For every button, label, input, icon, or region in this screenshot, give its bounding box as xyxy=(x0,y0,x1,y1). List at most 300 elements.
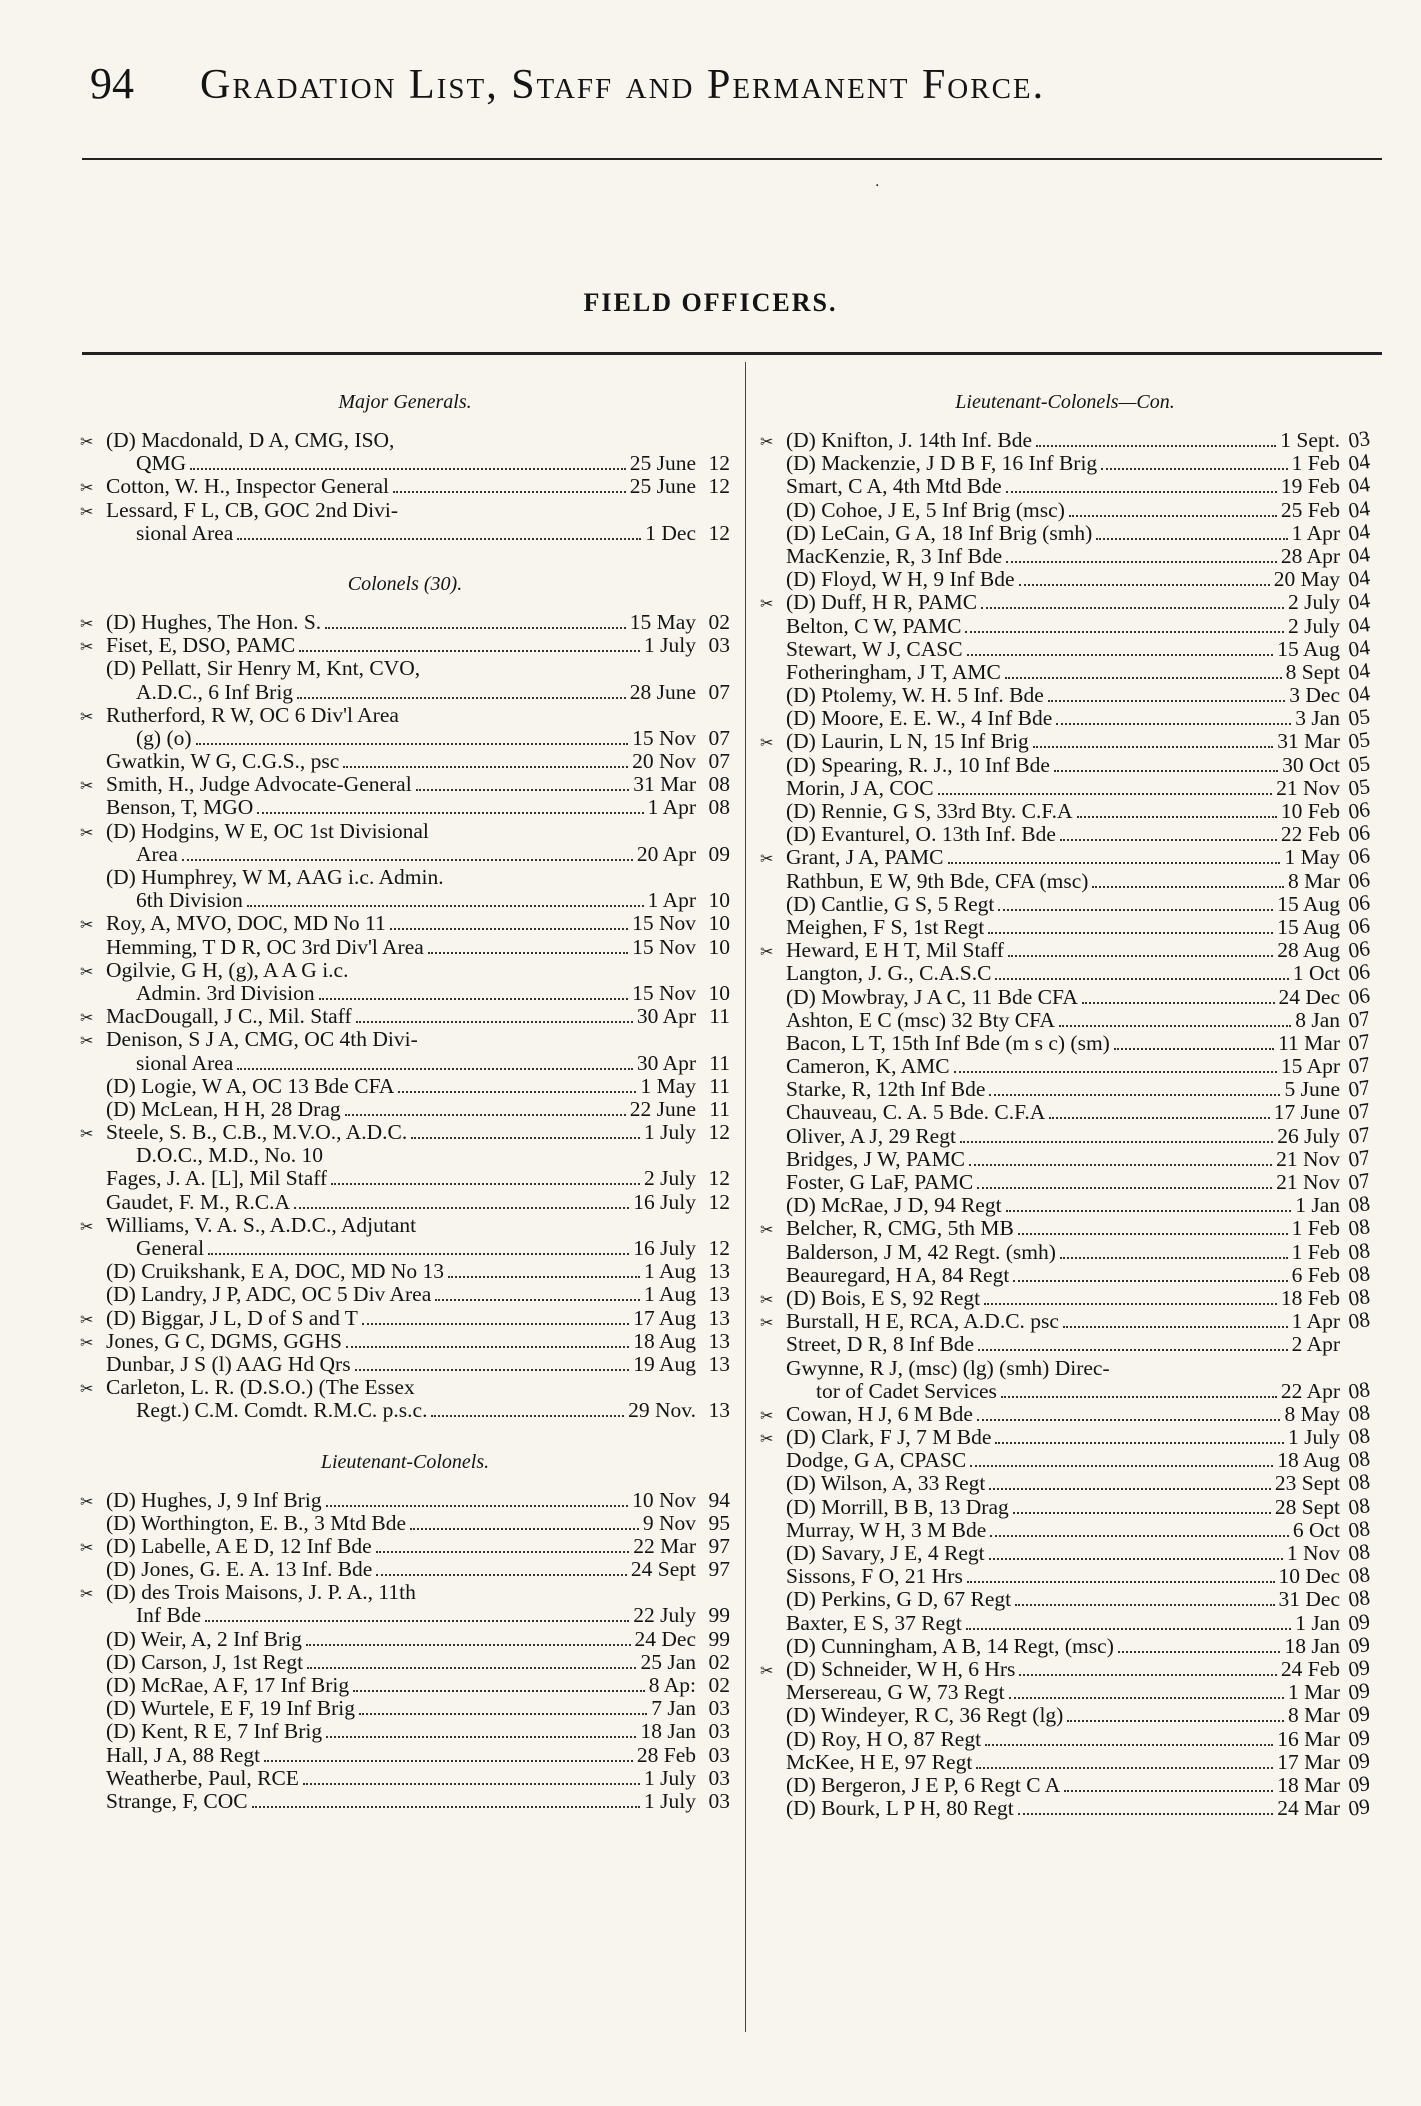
seniority-date: 28 Sept xyxy=(1274,1494,1340,1519)
seniority-date: 30 Apr xyxy=(636,1004,696,1029)
sword-mark-icon: ✂ xyxy=(760,1222,774,1240)
seniority-year: 07 xyxy=(708,725,730,750)
officer-entry xyxy=(80,866,730,889)
seniority-date: 10 Dec xyxy=(1278,1564,1340,1589)
officer-name: Mersereau, G W, 73 Regt xyxy=(786,1681,1005,1705)
officer-entry xyxy=(80,796,730,819)
seniority-year: 94 xyxy=(708,1487,730,1512)
seniority-year: 97 xyxy=(708,1557,730,1582)
dot-leader xyxy=(299,650,640,652)
dot-leader xyxy=(1082,1002,1275,1004)
officer-entry xyxy=(80,1767,730,1790)
officer-entry xyxy=(760,1539,1372,1566)
dot-leader xyxy=(346,1346,629,1348)
dot-leader xyxy=(1054,770,1278,772)
group-heading: Lieutenant-Colonels. xyxy=(320,1450,490,1473)
seniority-year: 05 xyxy=(1346,750,1372,778)
officer-name: Admin. 3rd Division xyxy=(136,981,315,1005)
officer-entry xyxy=(760,1260,1372,1288)
seniority-year: 07 xyxy=(1346,1075,1372,1103)
sword-mark-icon: ✂ xyxy=(760,944,774,962)
officer-name: Gwynne, R J, (msc) (lg) (smh) Direc- xyxy=(786,1356,1110,1380)
seniority-date: 28 Aug xyxy=(1277,938,1340,963)
dot-leader xyxy=(960,1141,1273,1143)
seniority-year: 12 xyxy=(708,451,730,476)
officer-name: (D) Biggar, J L, D of S and T xyxy=(106,1306,358,1330)
seniority-year: 08 xyxy=(1346,1562,1372,1589)
officer-entry xyxy=(760,1770,1372,1798)
seniority-date: 18 Jan xyxy=(640,1719,696,1744)
seniority-year: 08 xyxy=(1346,1423,1372,1450)
dot-leader xyxy=(965,631,1284,633)
seniority-date: 28 June xyxy=(629,679,696,704)
officer-name: tor of Cadet Services xyxy=(816,1379,997,1403)
dot-leader xyxy=(977,1419,1281,1421)
officer-entry xyxy=(760,681,1372,708)
dot-leader xyxy=(995,978,1288,980)
officer-name: (D) Evanturel, O. 13th Inf. Bde xyxy=(786,823,1056,847)
seniority-year: 09 xyxy=(1346,1654,1372,1682)
seniority-year: 04 xyxy=(1346,657,1372,685)
officer-name: Fiset, E, DSO, PAMC xyxy=(106,634,296,658)
officer-name: McKee, H E, 97 Regt xyxy=(786,1750,973,1774)
seniority-year: 13 xyxy=(708,1351,730,1376)
officer-name: Hall, J A, 88 Regt xyxy=(106,1743,261,1767)
officer-entry xyxy=(80,1651,730,1674)
officer-name: Area xyxy=(136,842,178,866)
officer-entry xyxy=(760,565,1372,592)
officer-name: (D) Labelle, A E D, 12 Inf Bde xyxy=(106,1534,372,1558)
officer-name: Chauveau, C. A. 5 Bde. C.F.A xyxy=(786,1101,1046,1125)
seniority-year: 06 xyxy=(1346,959,1372,987)
seniority-date: 1 Jan xyxy=(1295,1610,1340,1635)
officer-entry xyxy=(760,773,1372,801)
seniority-year: 02 xyxy=(708,1673,730,1697)
seniority-year: 12 xyxy=(708,1236,730,1260)
dot-leader xyxy=(966,1628,1291,1630)
sword-mark-icon: ✂ xyxy=(760,1662,774,1680)
dot-leader xyxy=(1013,1512,1271,1514)
seniority-date: 30 Apr xyxy=(636,1050,696,1075)
seniority-year: 04 xyxy=(1346,565,1372,592)
dot-leader xyxy=(1096,538,1287,540)
sword-mark-icon: ✂ xyxy=(760,735,774,753)
dot-leader xyxy=(1114,1048,1274,1050)
officer-entry xyxy=(760,1168,1372,1195)
dot-leader xyxy=(954,1071,1277,1073)
officer-entry xyxy=(80,499,730,522)
officer-entry xyxy=(80,1283,730,1306)
dot-leader xyxy=(938,793,1273,795)
officer-name: Murray, W H, 3 M Bde xyxy=(786,1518,987,1542)
officer-entry xyxy=(760,518,1372,546)
officer-name: (D) Floyd, W H, 9 Inf Bde xyxy=(786,568,1015,592)
dot-leader xyxy=(237,538,641,540)
officer-entry xyxy=(80,1330,730,1353)
seniority-year: 07 xyxy=(1346,1168,1372,1195)
officer-entry xyxy=(760,1492,1372,1520)
seniority-date: 6 Oct xyxy=(1292,1517,1340,1542)
sword-mark-icon: ✂ xyxy=(80,615,94,633)
officer-name: Baxter, E S, 37 Regt xyxy=(786,1611,962,1635)
sword-mark-icon: ✂ xyxy=(760,851,774,869)
officer-name: (D) Hughes, J, 9 Inf Brig xyxy=(106,1488,322,1512)
seniority-date: 1 Jan xyxy=(1295,1193,1340,1218)
seniority-year: 10 xyxy=(708,911,730,936)
seniority-date: 25 June xyxy=(629,474,696,499)
officer-name: Smith, H., Judge Advocate-General xyxy=(106,773,412,797)
officer-entry xyxy=(80,1214,730,1237)
officer-entry xyxy=(80,1191,730,1214)
seniority-date: 25 Feb xyxy=(1280,497,1340,522)
dot-leader xyxy=(989,1488,1270,1490)
seniority-date: 8 Jan xyxy=(1295,1007,1340,1032)
officer-name: 6th Division xyxy=(136,889,243,913)
sword-mark-icon: ✂ xyxy=(80,1539,94,1557)
officer-name: (D) des Trois Maisons, J. P. A., 11th xyxy=(106,1581,416,1605)
seniority-year: 03 xyxy=(708,633,730,658)
seniority-year: 10 xyxy=(708,980,730,1005)
dot-leader xyxy=(297,697,626,699)
officer-name: Fotheringham, J T, AMC xyxy=(786,660,1001,684)
seniority-date: 19 Aug xyxy=(633,1351,696,1376)
dot-leader xyxy=(1006,1210,1292,1212)
seniority-date: 18 Aug xyxy=(633,1328,696,1353)
seniority-date: 3 Jan xyxy=(1295,706,1340,731)
officer-entry xyxy=(760,611,1372,639)
officer-entry xyxy=(760,1191,1372,1218)
seniority-year: 08 xyxy=(1346,1283,1372,1311)
officer-entry xyxy=(80,1674,730,1697)
officer-entry xyxy=(80,889,730,912)
dot-leader xyxy=(319,998,629,1000)
officer-name: (D) Worthington, E. B., 3 Mtd Bde xyxy=(106,1511,407,1535)
officer-entry xyxy=(760,1144,1372,1172)
sword-mark-icon: ✂ xyxy=(760,1315,774,1333)
officer-name: Dodge, G A, CPASC xyxy=(786,1449,967,1473)
officer-entry xyxy=(80,1744,730,1767)
seniority-year: 12 xyxy=(708,520,730,545)
group-heading: Colonels (30). xyxy=(347,572,463,595)
seniority-year: 13 xyxy=(708,1305,730,1330)
seniority-year: 08 xyxy=(1346,1515,1372,1543)
officer-name: Meighen, F S, 1st Regt xyxy=(786,915,985,939)
dot-leader xyxy=(1008,955,1273,957)
seniority-year: 11 xyxy=(709,1050,730,1075)
sword-mark-icon: ✂ xyxy=(80,1334,94,1352)
seniority-date: 1 July xyxy=(644,1788,696,1813)
officer-name: Hemming, T D R, OC 3rd Div'l Area xyxy=(106,935,424,959)
heading-spacer xyxy=(80,1479,730,1489)
seniority-year: 03 xyxy=(708,1788,730,1813)
dot-leader xyxy=(331,1183,640,1185)
seniority-year: 04 xyxy=(1346,472,1372,500)
seniority-year: 06 xyxy=(1346,936,1372,963)
officer-entry xyxy=(760,1423,1372,1450)
seniority-date: 1 Nov xyxy=(1286,1541,1340,1565)
dot-leader xyxy=(1060,1257,1288,1259)
dot-leader xyxy=(1006,561,1277,563)
officer-entry xyxy=(760,1562,1372,1589)
seniority-date: 29 Nov. xyxy=(628,1398,696,1423)
seniority-date: 1 Apr xyxy=(1291,1309,1340,1334)
seniority-year: 04 xyxy=(1346,449,1372,476)
dot-leader xyxy=(355,1369,630,1371)
officer-entry xyxy=(80,611,730,634)
seniority-year: 09 xyxy=(708,841,730,866)
dot-leader xyxy=(977,1187,1272,1189)
officer-name: (D) Mowbray, J A C, 11 Bde CFA xyxy=(786,985,1078,1009)
officer-entry xyxy=(80,681,730,704)
sword-mark-icon: ✂ xyxy=(80,1010,94,1028)
seniority-year: 04 xyxy=(1346,541,1372,569)
seniority-year: 10 xyxy=(708,934,730,959)
officer-name: Cameron, K, AMC xyxy=(786,1055,950,1079)
dot-leader xyxy=(294,1207,629,1209)
officer-name: Lessard, F L, CB, GOC 2nd Divi- xyxy=(106,498,399,522)
seniority-date: 15 Aug xyxy=(1277,891,1340,916)
officer-entry xyxy=(760,449,1372,476)
seniority-year: 13 xyxy=(708,1282,730,1307)
seniority-year xyxy=(1340,1349,1370,1353)
officer-name: Street, D R, 8 Inf Bde xyxy=(786,1333,975,1357)
sword-mark-icon: ✂ xyxy=(80,963,94,981)
dot-leader xyxy=(1018,1813,1274,1815)
officer-name: Heward, E H T, Mil Staff xyxy=(786,939,1004,963)
officer-name: (D) Morrill, B B, 13 Drag xyxy=(786,1495,1009,1519)
dot-leader xyxy=(307,1667,636,1669)
dot-leader xyxy=(237,1068,633,1070)
dot-leader xyxy=(1019,1674,1276,1676)
seniority-year: 08 xyxy=(708,795,730,820)
seniority-date: 10 Nov xyxy=(632,1487,696,1512)
dot-leader xyxy=(264,1760,633,1762)
officer-name: Strange, F, COC xyxy=(106,1789,248,1813)
officer-name: (D) Wilson, A, 33 Regt xyxy=(786,1472,986,1496)
dot-leader xyxy=(995,1442,1284,1444)
dot-leader xyxy=(356,1021,633,1023)
seniority-year: 12 xyxy=(708,474,730,499)
officer-entry xyxy=(760,797,1372,824)
dot-leader xyxy=(1013,1280,1287,1282)
dot-leader xyxy=(196,743,629,745)
seniority-year: 05 xyxy=(1346,727,1372,755)
officer-entry xyxy=(80,1558,730,1581)
officer-entry xyxy=(80,1028,730,1051)
officer-entry xyxy=(760,1678,1372,1705)
seniority-date: 18 Jan xyxy=(1284,1633,1340,1658)
officer-name: MacKenzie, R, 3 Inf Bde xyxy=(786,544,1003,568)
officer-entry xyxy=(80,429,730,452)
officer-entry xyxy=(760,1701,1372,1729)
seniority-date: 1 July xyxy=(1288,1425,1340,1450)
officer-name: (D) Schneider, W H, 6 Hrs xyxy=(786,1657,1016,1681)
officer-name: Ashton, E C (msc) 32 Bty CFA xyxy=(786,1008,1055,1032)
seniority-year: 12 xyxy=(708,1189,730,1214)
officer-name: Langton, J. G., C.A.S.C xyxy=(786,962,992,986)
dot-leader xyxy=(435,1299,640,1301)
officer-entry xyxy=(760,1446,1372,1474)
officer-entry xyxy=(80,1376,730,1399)
seniority-date: 25 June xyxy=(629,451,696,476)
officer-name: Beauregard, H A, 84 Regt xyxy=(786,1263,1010,1287)
seniority-date: 18 Mar xyxy=(1277,1772,1340,1797)
dot-leader xyxy=(428,952,628,954)
seniority-year: 07 xyxy=(708,749,730,774)
dot-leader xyxy=(1118,1651,1281,1653)
seniority-year: 13 xyxy=(708,1328,730,1353)
officer-entry xyxy=(760,704,1372,732)
officer-name: (D) Cantlie, G S, 5 Regt xyxy=(786,892,995,916)
seniority-date: 22 Feb xyxy=(1280,822,1340,847)
officer-entry xyxy=(760,541,1372,569)
officer-name: Oliver, A J, 29 Regt xyxy=(786,1124,956,1148)
sword-mark-icon: ✂ xyxy=(80,434,94,451)
dot-leader xyxy=(1009,1697,1285,1699)
seniority-date: 31 Dec xyxy=(1278,1587,1340,1612)
officer-name: (D) Knifton, J. 14th Inf. Bde xyxy=(786,429,1033,452)
officer-name: (D) Bourk, L P H, 80 Regt xyxy=(786,1797,1014,1821)
officer-name: (D) Landry, J P, ADC, OC 5 Div Area xyxy=(106,1283,432,1307)
seniority-date: 30 Oct xyxy=(1282,752,1340,777)
seniority-date: 2 July xyxy=(1288,590,1340,615)
seniority-year: 08 xyxy=(1346,1469,1372,1497)
running-title: Gradation List, Staff and Permanent Force. xyxy=(200,62,1046,108)
dot-leader xyxy=(325,627,626,629)
seniority-date: 1 Aug xyxy=(644,1259,696,1284)
sword-mark-icon: ✂ xyxy=(760,1291,774,1309)
officer-entry xyxy=(760,1283,1372,1311)
seniority-year: 07 xyxy=(1346,1052,1372,1079)
sword-mark-icon: ✂ xyxy=(80,824,94,842)
seniority-year: 12 xyxy=(708,1166,730,1191)
dot-leader xyxy=(1036,445,1276,447)
officer-entry xyxy=(760,936,1372,963)
officer-entry xyxy=(80,1604,730,1627)
officer-entry xyxy=(760,750,1372,778)
seniority-date: 15 Nov xyxy=(632,934,696,959)
officer-entry xyxy=(80,1005,730,1028)
sword-mark-icon: ✂ xyxy=(80,917,94,935)
officer-name: Bacon, L T, 15th Inf Bde (m s c) (sm) xyxy=(786,1031,1110,1055)
seniority-date: 18 Aug xyxy=(1277,1448,1340,1473)
dot-leader xyxy=(976,1767,1273,1769)
officer-name: A.D.C., 6 Inf Brig xyxy=(136,680,294,704)
seniority-date: 1 Feb xyxy=(1291,451,1340,476)
officer-name: (D) Savary, J E, 4 Regt xyxy=(786,1542,985,1565)
dot-leader xyxy=(410,1528,639,1530)
seniority-year: 04 xyxy=(1346,611,1372,639)
officer-name: Belton, C W, PAMC xyxy=(786,614,962,638)
officer-name: Williams, V. A. S., A.D.C., Adjutant xyxy=(106,1213,417,1237)
officer-name: (D) LeCain, G A, 18 Inf Brig (smh) xyxy=(786,521,1093,545)
officer-name: (D) McRae, J D, 94 Regt xyxy=(786,1194,1002,1218)
officer-entry xyxy=(80,912,730,935)
sword-mark-icon: ✂ xyxy=(760,1407,774,1425)
officer-name: (D) Bergeron, J E P, 6 Regt C A xyxy=(786,1773,1061,1797)
seniority-date: 1 May xyxy=(1284,845,1340,870)
seniority-year: 09 xyxy=(1346,1747,1372,1775)
officer-entry xyxy=(80,1098,730,1121)
dot-leader xyxy=(1069,515,1277,517)
dot-leader xyxy=(967,654,1274,656)
officer-entry xyxy=(760,727,1372,755)
officer-name: (D) Laurin, L N, 15 Inf Brig xyxy=(786,730,1029,754)
seniority-date: 1 Apr xyxy=(647,795,696,820)
officer-entry xyxy=(80,1489,730,1512)
dot-leader xyxy=(989,1094,1280,1096)
seniority-date: 15 May xyxy=(629,609,696,634)
officer-entry xyxy=(80,704,730,727)
seniority-date: 9 Nov xyxy=(642,1510,696,1535)
sword-mark-icon: ✂ xyxy=(80,639,94,657)
officer-name: Carleton, L. R. (D.S.O.) (The Essex xyxy=(106,1376,415,1400)
seniority-year: 08 xyxy=(1346,1446,1372,1474)
seniority-date: 16 July xyxy=(633,1189,696,1214)
officer-name: (D) Cruikshank, E A, DOC, MD No 13 xyxy=(106,1260,445,1284)
dot-leader xyxy=(257,812,643,814)
seniority-date: 2 Apr xyxy=(1291,1332,1340,1357)
officer-name: Regt.) C.M. Comdt. R.M.C. p.s.c. xyxy=(136,1399,428,1423)
officer-entry xyxy=(80,452,730,475)
officer-entry xyxy=(760,1098,1372,1126)
dot-leader xyxy=(326,1505,629,1507)
seniority-year: 99 xyxy=(708,1626,730,1651)
sword-mark-icon: ✂ xyxy=(80,1126,94,1144)
dot-leader xyxy=(1056,723,1291,725)
officer-name: Morin, J A, COC xyxy=(786,776,934,800)
seniority-date: 1 July xyxy=(644,633,696,658)
dot-leader xyxy=(398,1091,636,1093)
officer-entry xyxy=(760,1357,1370,1380)
officer-entry xyxy=(760,657,1372,685)
dot-leader xyxy=(411,1137,640,1139)
officer-entry xyxy=(80,1237,730,1260)
dot-leader xyxy=(1033,746,1273,748)
officer-entry xyxy=(760,1237,1372,1265)
dot-leader xyxy=(1064,1790,1273,1792)
seniority-year: 06 xyxy=(1346,982,1372,1010)
dot-leader xyxy=(208,1253,629,1255)
seniority-date: 24 Feb xyxy=(1280,1656,1340,1681)
officer-entry xyxy=(760,843,1372,871)
seniority-date: 1 Sept. xyxy=(1280,428,1340,452)
officer-entry xyxy=(760,1654,1372,1682)
officer-entry xyxy=(760,1469,1372,1497)
officer-entry xyxy=(760,1121,1372,1149)
officer-entry xyxy=(760,1747,1372,1775)
dot-leader xyxy=(343,766,628,768)
seniority-year: 04 xyxy=(1346,634,1372,662)
officer-entry xyxy=(80,1628,730,1651)
group-gap xyxy=(80,545,730,567)
officer-entry xyxy=(760,588,1372,616)
officer-name: (D) Wurtele, E F, 19 Inf Brig xyxy=(106,1697,355,1721)
seniority-year: 12 xyxy=(708,1120,730,1145)
seniority-year: 09 xyxy=(1346,1608,1372,1636)
sword-mark-icon: ✂ xyxy=(80,1311,94,1329)
officer-entry xyxy=(80,522,730,545)
officer-name: Ogilvie, G H, (g), A A G i.c. xyxy=(106,958,349,982)
officer-name: (D) Carson, J, 1st Regt xyxy=(106,1650,304,1674)
seniority-year: 06 xyxy=(1346,866,1372,894)
officer-entry xyxy=(760,1724,1372,1752)
seniority-date: 15 Aug xyxy=(1277,636,1340,661)
dot-leader xyxy=(1018,1233,1288,1235)
seniority-date: 2 July xyxy=(644,1166,696,1191)
officer-name: (D) Logie, W A, OC 13 Bde CFA xyxy=(106,1074,395,1098)
seniority-year: 06 xyxy=(1346,797,1372,824)
